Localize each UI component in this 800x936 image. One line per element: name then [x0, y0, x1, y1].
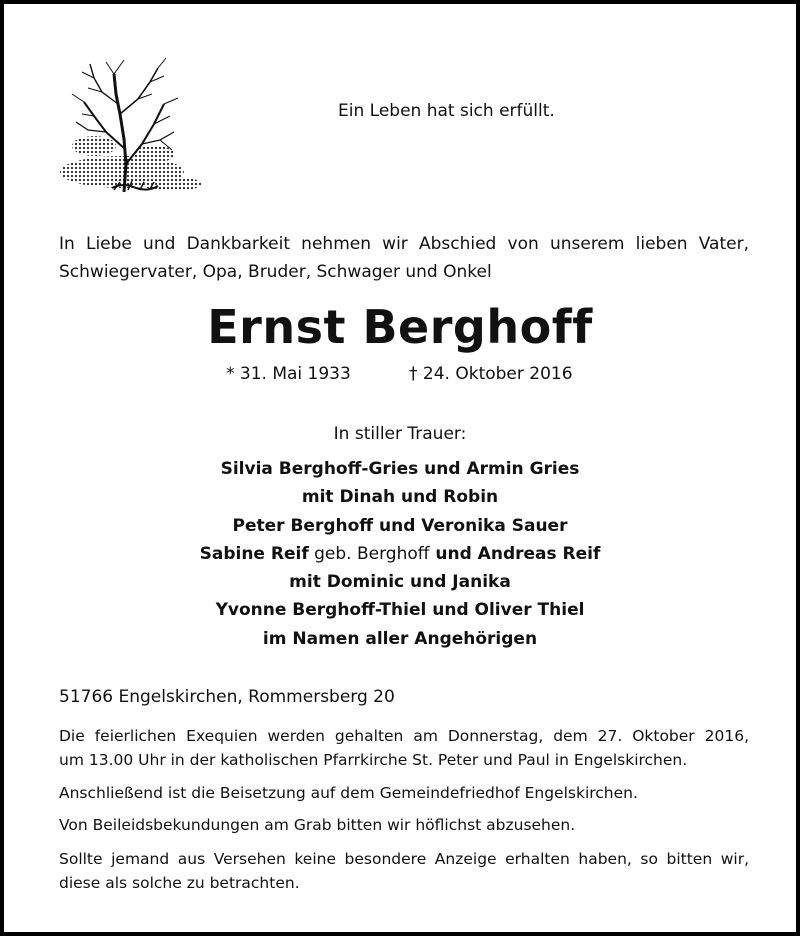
death-date: † 24. Oktober 2016 [409, 364, 573, 384]
burial-info: Anschließend ist die Beisetzung auf dem Gemeindefriedhof Engelskirchen. [59, 784, 638, 802]
mourner-line: mit Dinah und Robin [301, 487, 499, 508]
tree-illustration [54, 54, 204, 204]
mourner-line: Peter Berghoff und Veronika Sauer [232, 515, 568, 536]
condolence-note: Von Beileidsbekundungen am Grab bitten wir höflichst abzusehen. [59, 816, 576, 834]
address: 51766 Engelskirchen, Rommersberg 20 [59, 687, 395, 707]
mourner-line: mit Dominic und Janika [289, 572, 511, 593]
birth-date: * 31. Mai 1933 [226, 364, 351, 384]
motto: Ein Leben hat sich erfüllt. [338, 101, 555, 121]
notice-note [59, 847, 749, 895]
mourner-name: Sabine Reif [199, 543, 309, 564]
notice-note-line-1: Sollte jemand aus Versehen keine besondere Anzeige erhalten haben, so bitten wir, [59, 850, 749, 868]
notice-note-line-2: diese als solche zu betrachten. [59, 874, 300, 892]
intro-line-1: In Liebe und Dankbarkeit nehmen wir Abschied von unserem lieben Vater, [59, 234, 749, 254]
service-info-line-2: um 13.00 Uhr in der katholischen Pfarrkirche St. Peter und Paul in Engelskirchen. [59, 751, 688, 769]
mourner-line: Silvia Berghoff-Gries und Armin Gries [220, 459, 580, 479]
intro-line-2: Schwiegervater, Opa, Bruder, Schwager und Onkel [59, 261, 492, 282]
mourning-heading: In stiller Trauer: [333, 424, 467, 444]
mourner-maiden-name: geb. Berghoff [308, 543, 430, 564]
mourner-line: Yvonne Berghoff-Thiel und Oliver Thiel [215, 600, 585, 621]
mourner-partner: und Andreas Reif [429, 543, 601, 564]
mourner-line [4, 540, 796, 568]
service-info [59, 724, 749, 772]
mourners-list [4, 455, 796, 653]
service-info-line-1: Die feierlichen Exequien werden gehalten am Donnerstag, dem 27. Oktober 2016, [59, 727, 749, 745]
mourner-line: im Namen aller Angehörigen [262, 628, 538, 649]
deceased-name: Ernst Berghoff [207, 300, 593, 354]
intro-text [59, 231, 749, 286]
